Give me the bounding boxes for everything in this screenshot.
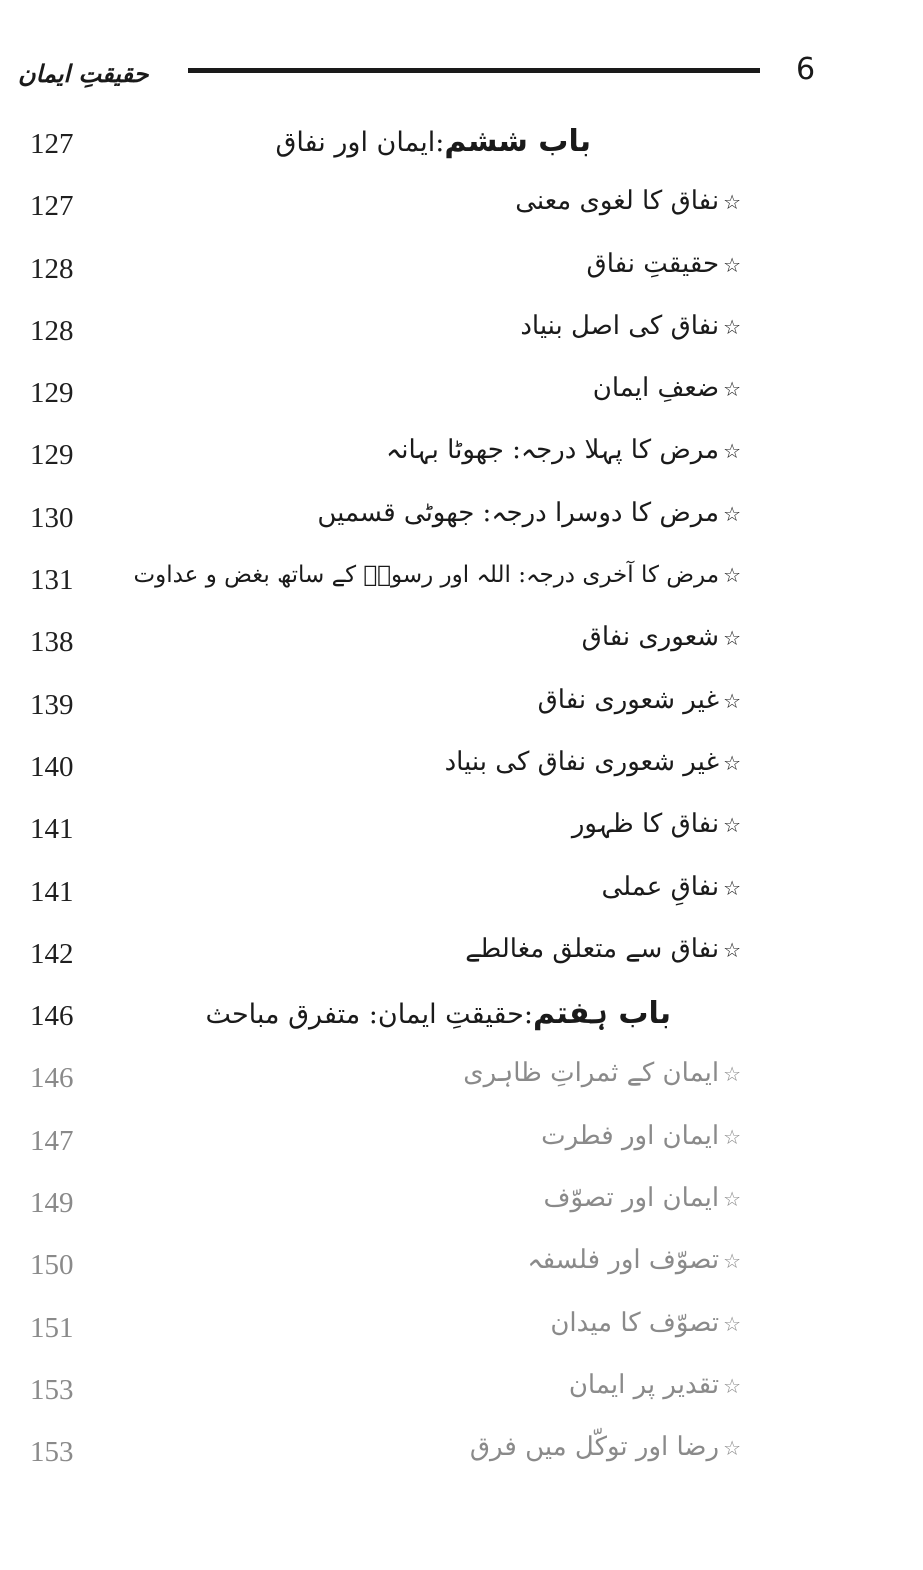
entry-text: نفاقِ عملی bbox=[601, 871, 720, 902]
toc-entry-title bbox=[463, 1058, 741, 1088]
star-icon: ☆ bbox=[723, 1062, 741, 1087]
chapter-label: باب ہفتم bbox=[532, 996, 671, 1032]
toc-entry bbox=[0, 429, 923, 491]
entry-text: غیر شعوری نفاق کی بنیاد bbox=[444, 746, 720, 777]
toc-entry bbox=[0, 1239, 923, 1301]
entry-text: ایمان کے ثمراتِ ظاہری bbox=[463, 1058, 720, 1089]
toc-entry bbox=[0, 928, 923, 990]
page-header bbox=[0, 40, 923, 110]
entry-text: نفاق کی اصل بنیاد bbox=[520, 310, 720, 341]
toc-page-number: 146 bbox=[30, 1000, 74, 1033]
star-icon: ☆ bbox=[723, 875, 741, 900]
page-number: 6 bbox=[796, 52, 816, 87]
entry-text: نفاق کا لغوی معنی bbox=[515, 186, 720, 217]
entry-text: ایمان اور تصوّف bbox=[543, 1183, 720, 1214]
entry-text: نفاق سے متعلق مغالطے bbox=[465, 933, 720, 964]
toc-entry-title bbox=[470, 1432, 741, 1462]
toc-entry bbox=[0, 1115, 923, 1177]
star-icon: ☆ bbox=[723, 1187, 741, 1212]
table-of-contents bbox=[0, 118, 923, 1489]
toc-page-number: 141 bbox=[30, 875, 74, 908]
toc-entry-title bbox=[386, 435, 741, 465]
toc-chapter-heading bbox=[0, 990, 923, 1052]
star-icon: ☆ bbox=[723, 190, 741, 215]
star-icon: ☆ bbox=[723, 1373, 741, 1398]
star-icon: ☆ bbox=[723, 252, 741, 277]
toc-entry bbox=[0, 180, 923, 242]
entry-text: تصوّف اور فلسفہ bbox=[527, 1245, 720, 1276]
toc-entry bbox=[0, 243, 923, 305]
toc-entry-title bbox=[317, 498, 741, 528]
toc-page-number: 153 bbox=[30, 1436, 74, 1469]
entry-text: مرض کا آخری درجہ: اللہ اور رسولؐ کے ساتھ بغض و عداوت bbox=[133, 562, 720, 589]
star-icon: ☆ bbox=[723, 937, 741, 962]
toc-entry bbox=[0, 741, 923, 803]
toc-page-number: 127 bbox=[30, 190, 74, 223]
toc-entry-title bbox=[527, 1245, 741, 1275]
chapter-subtitle: :ایمان اور نفاق bbox=[275, 127, 445, 158]
toc-entry bbox=[0, 1177, 923, 1239]
star-icon: ☆ bbox=[723, 1124, 741, 1149]
toc-entry-title bbox=[572, 809, 741, 839]
entry-text: رضا اور توکّل میں فرق bbox=[469, 1432, 720, 1463]
header-rule bbox=[188, 68, 760, 73]
toc-page-number: 149 bbox=[30, 1187, 74, 1220]
toc-entry bbox=[0, 1426, 923, 1488]
toc-page-number: 141 bbox=[30, 813, 74, 846]
toc-entry bbox=[0, 616, 923, 678]
toc-page-number: 128 bbox=[30, 314, 74, 347]
toc-entry-title bbox=[520, 311, 741, 341]
chapter-subtitle: :حقیقتِ ایمان: متفرق مباحث bbox=[205, 999, 533, 1031]
entry-text: ایمان اور فطرت bbox=[541, 1120, 720, 1151]
entry-text: نفاق کا ظہور bbox=[571, 809, 720, 840]
toc-entry bbox=[0, 1302, 923, 1364]
entry-text: ضعفِ ایمان bbox=[592, 373, 720, 404]
entry-text: تصوّف کا میدان bbox=[550, 1307, 720, 1338]
toc-entry-title bbox=[133, 562, 741, 588]
toc-chapter-title bbox=[275, 124, 591, 159]
running-title: حقیقتِ ایمان bbox=[18, 60, 149, 88]
toc-page-number: 129 bbox=[30, 439, 74, 472]
star-icon: ☆ bbox=[723, 626, 741, 651]
toc-chapter-title bbox=[205, 996, 671, 1031]
star-icon: ☆ bbox=[723, 377, 741, 402]
toc-page-number: 131 bbox=[30, 564, 74, 597]
toc-entry bbox=[0, 367, 923, 429]
toc-entry bbox=[0, 803, 923, 865]
toc-page-number: 146 bbox=[30, 1062, 74, 1095]
toc-page-number: 129 bbox=[30, 377, 74, 410]
toc-entry-title bbox=[587, 249, 741, 279]
toc-page-number: 138 bbox=[30, 626, 74, 659]
toc-entry-title bbox=[582, 622, 741, 652]
toc-entry-title bbox=[465, 934, 741, 964]
toc-page-number: 151 bbox=[30, 1311, 74, 1344]
toc-entry-title bbox=[541, 1121, 741, 1151]
toc-entry bbox=[0, 866, 923, 928]
toc-entry bbox=[0, 1364, 923, 1426]
toc-entry bbox=[0, 492, 923, 554]
entry-text: تقدیر پر ایمان bbox=[568, 1369, 720, 1400]
toc-entry-title bbox=[569, 1370, 741, 1400]
entry-text: شعوری نفاق bbox=[581, 622, 720, 653]
entry-text: غیر شعوری نفاق bbox=[537, 684, 720, 715]
toc-page-number: 127 bbox=[30, 128, 74, 160]
star-icon: ☆ bbox=[723, 501, 741, 526]
entry-text: حقیقتِ نفاق bbox=[586, 248, 720, 279]
toc-page-number: 128 bbox=[30, 252, 74, 285]
toc-page-number: 150 bbox=[30, 1249, 74, 1282]
toc-page-number: 142 bbox=[30, 937, 74, 970]
chapter-label: باب ششم bbox=[444, 124, 591, 159]
star-icon: ☆ bbox=[723, 1311, 741, 1336]
toc-page-number: 139 bbox=[30, 688, 74, 721]
toc-page-number: 130 bbox=[30, 501, 74, 534]
toc-entry-title bbox=[445, 747, 741, 777]
toc-entry bbox=[0, 305, 923, 367]
toc-entry bbox=[0, 554, 923, 616]
toc-entry bbox=[0, 1052, 923, 1114]
toc-page-number: 153 bbox=[30, 1373, 74, 1406]
entry-text: مرض کا پہلا درجہ: جھوٹا بہانہ bbox=[386, 435, 720, 466]
toc-page-number: 147 bbox=[30, 1124, 74, 1157]
star-icon: ☆ bbox=[723, 439, 741, 464]
toc-entry-title bbox=[550, 1308, 741, 1338]
star-icon: ☆ bbox=[723, 314, 741, 339]
entry-text: مرض کا دوسرا درجہ: جھوٹی قسمیں bbox=[317, 497, 720, 528]
star-icon: ☆ bbox=[723, 563, 741, 588]
toc-entry-title bbox=[515, 186, 741, 216]
star-icon: ☆ bbox=[723, 1249, 741, 1274]
star-icon: ☆ bbox=[723, 750, 741, 775]
toc-entry-title bbox=[544, 1183, 741, 1213]
toc-entry-title bbox=[538, 685, 741, 715]
toc-entry-title bbox=[601, 872, 741, 902]
star-icon: ☆ bbox=[723, 1436, 741, 1461]
star-icon: ☆ bbox=[723, 688, 741, 713]
toc-page-number: 140 bbox=[30, 750, 74, 783]
toc-entry-title bbox=[593, 373, 741, 403]
toc-chapter-heading bbox=[0, 118, 923, 180]
star-icon: ☆ bbox=[723, 813, 741, 838]
toc-entry bbox=[0, 679, 923, 741]
